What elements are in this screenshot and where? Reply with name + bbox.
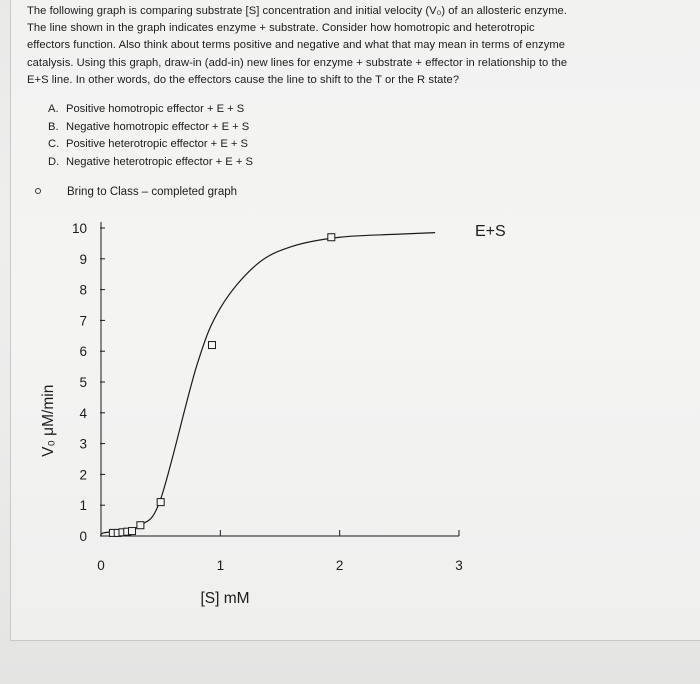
option-letter: C. [48, 138, 60, 150]
y-tick-label: 10 [71, 221, 87, 236]
bring-to-class-note: Bring to Class – completed graph [67, 186, 238, 198]
y-tick-label: 7 [79, 313, 87, 329]
y-tick-label: 4 [79, 405, 87, 421]
y-tick-label: 0 [79, 529, 87, 544]
question-line: The line shown in the graph indicates enzyme + substrate. Consider how homotropic and heterotropic [27, 22, 535, 35]
y-tick-label: 1 [79, 498, 87, 514]
y-tick-label: 8 [79, 282, 87, 298]
series-label: E+S [475, 223, 506, 240]
y-axis-label: V₀ μM/min [40, 384, 57, 457]
y-tick-label: 9 [79, 251, 87, 267]
x-tick-label: 3 [455, 558, 463, 573]
series-line-e-s [101, 233, 435, 536]
option-text: Positive heterotropic effector + E + S [66, 138, 248, 150]
option-letter: D. [48, 155, 60, 168]
data-point-marker [137, 522, 144, 529]
y-tick-label: 3 [79, 436, 87, 452]
data-point-marker [328, 234, 335, 241]
data-point-marker [208, 342, 215, 349]
y-tick-label: 5 [79, 375, 87, 390]
data-point-marker [129, 528, 136, 535]
x-tick-label: 0 [97, 558, 105, 573]
question-line: effectors function. Also think about terms positive and negative and what that may mean in terms of enzyme [27, 39, 566, 52]
y-tick-label: 2 [79, 467, 87, 483]
option-letter: A. [48, 103, 59, 115]
x-tick-label: 2 [335, 558, 344, 573]
option-text: Positive homotropic effector + E + S [66, 103, 245, 115]
option-text: Negative heterotropic effector + E + S [66, 155, 253, 168]
data-point-marker [157, 499, 164, 506]
option-letter: B. [48, 120, 59, 133]
x-axis-label: [S] mM [200, 590, 250, 607]
x-tick-label: 1 [216, 558, 225, 573]
question-line: The following graph is comparing substrate [S] concentration and initial velocity (V₀) of an allosteric enzyme. [27, 5, 567, 17]
option-text: Negative homotropic effector + E + S [66, 120, 250, 133]
question-line: E+S line. In other words, do the effectors cause the line to shift to the T or the R state? [27, 73, 460, 86]
question-line: catalysis. Using this graph, draw-in (add-in) new lines for enzyme + substrate + effector in relationship to the [27, 56, 568, 69]
y-tick-label: 6 [79, 344, 87, 360]
